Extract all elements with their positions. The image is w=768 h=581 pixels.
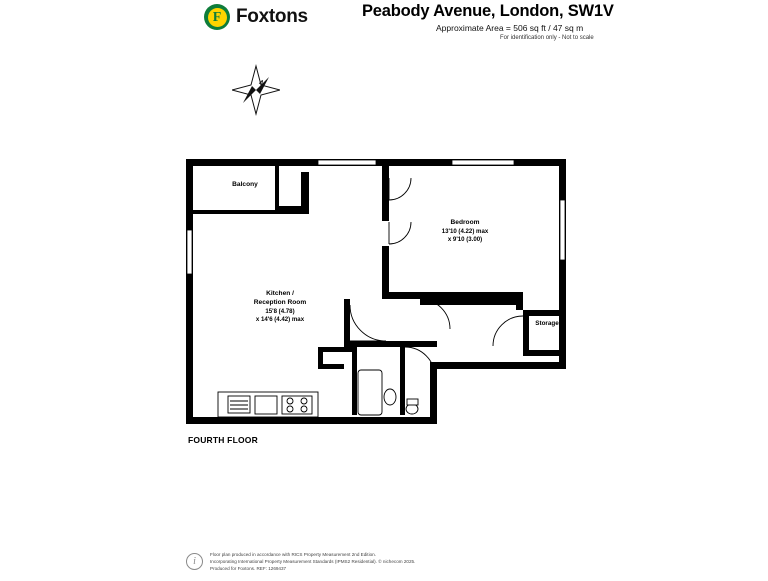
footer-line-3: Produced for Foxtons. REF: 1269437 [210, 565, 287, 571]
room-dims-kitchen-1: 15'8 (4.78) [265, 307, 295, 315]
floor-label: FOURTH FLOOR [188, 435, 258, 445]
room-name-bedroom: Bedroom [450, 219, 480, 226]
room-name-storage: Storage [535, 320, 559, 327]
footer-text [210, 552, 415, 573]
room-dims-bedroom-2: x 9'10 (3.00) [447, 236, 483, 244]
room-label-bedroom [400, 219, 530, 244]
page-title: Peabody Avenue, London, SW1V [362, 2, 614, 20]
info-icon: i [186, 553, 203, 570]
approximate-area: Approximate Area = 506 sq ft / 47 sq m [436, 23, 584, 33]
footer-line-1: Floor plan produced in accordance with RICS Property Measurement 2nd Edition. [210, 552, 376, 557]
footer-line-2: Incorporating International Property Measurement Standards (IPMS2 Residential). © nichecom 2025. [210, 558, 416, 564]
foxtons-logo-text: Foxtons [236, 6, 308, 27]
room-label-kitchen [215, 290, 345, 324]
room-name-kitchen-line2: Reception Room [253, 298, 307, 306]
room-name-balcony: Balcony [232, 181, 258, 188]
foxtons-logo-letter: F [208, 8, 227, 27]
room-label-balcony [205, 181, 285, 190]
footer [186, 552, 415, 573]
identification-disclaimer: For identification only - Not to scale [500, 35, 594, 41]
room-label-storage [512, 320, 582, 329]
room-dims-kitchen-2: x 14'6 (4.42) max [255, 316, 305, 323]
svg-text:N: N [257, 79, 266, 88]
room-name-kitchen-line1: Kitchen / [266, 290, 294, 297]
room-dims-bedroom-1: 13'10 (4.22) max [441, 227, 489, 235]
